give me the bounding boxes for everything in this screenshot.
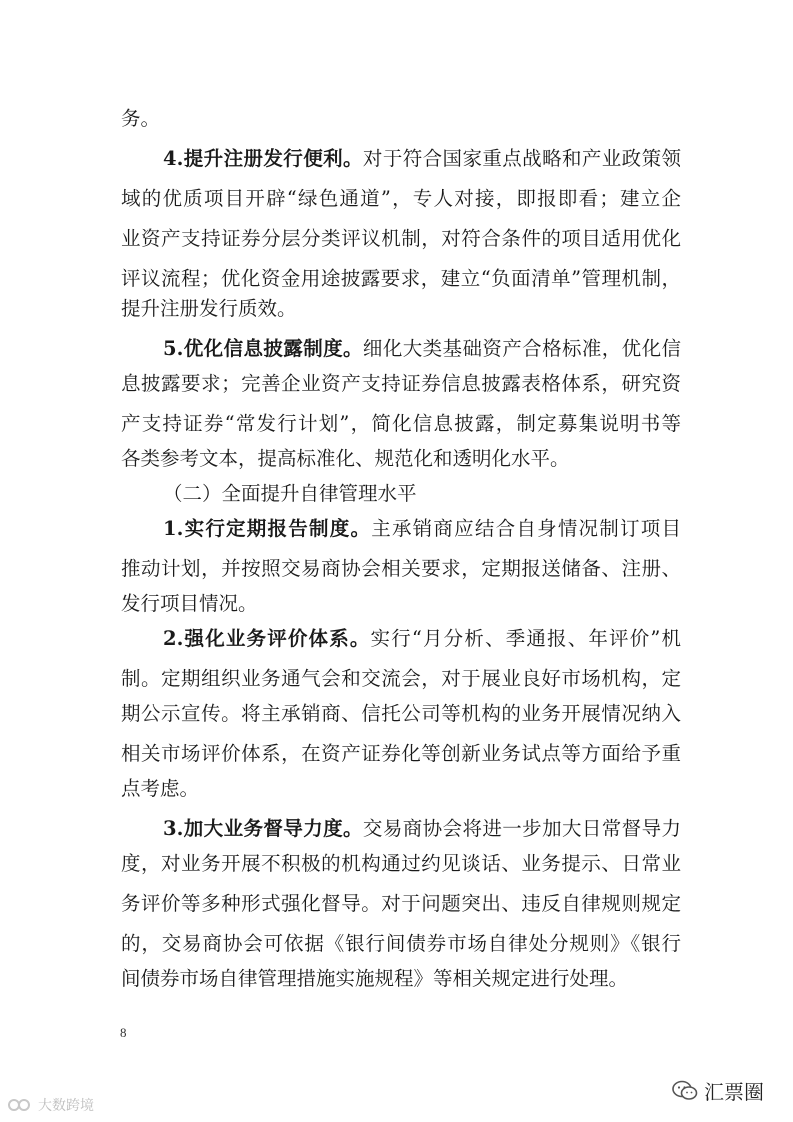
watermark-right-text: 汇票圈 bbox=[704, 1080, 764, 1104]
paragraph-line: 推动计划，并按照交易商协会相关要求，定期报送储备、注册、 bbox=[121, 557, 681, 580]
watermark-right bbox=[672, 1076, 764, 1105]
watermark-left-text: 大数跨境 bbox=[38, 1098, 94, 1114]
paragraph-line: 提升注册发行质效。 bbox=[121, 297, 297, 320]
paragraph-line: 相关市场评价体系，在资产证券化等创新业务试点等方面给予重 bbox=[121, 742, 681, 765]
paragraph-first-line bbox=[163, 517, 681, 541]
paragraph-text: 细化大类基础资产合格标准，优化信 bbox=[362, 337, 681, 360]
paragraph-text: 主承销商应结合自身情况制订项目 bbox=[371, 517, 681, 540]
paragraph-text: 对于符合国家重点战略和产业政策领 bbox=[362, 147, 681, 170]
paragraph-line: 务评价等多种形式强化督导。对于问题突出、违反自律规则规定 bbox=[121, 892, 681, 915]
watermark-logo-icon bbox=[8, 1097, 34, 1113]
page-number: 8 bbox=[120, 1025, 127, 1040]
item-heading: 2.强化业务评价体系。 bbox=[163, 627, 371, 650]
item-heading: 1.实行定期报告制度。 bbox=[163, 517, 372, 540]
paragraph-line: 评议流程；优化资金用途披露要求，建立“负面清单”管理机制， bbox=[121, 267, 681, 290]
paragraph-first-line bbox=[163, 147, 681, 171]
wechat-icon bbox=[672, 1080, 698, 1102]
paragraph-first-line bbox=[163, 627, 681, 651]
paragraph-line: 间债券市场自律管理措施实施规程》等相关规定进行处理。 bbox=[121, 967, 629, 990]
paragraph-line: 的，交易商协会可依据《银行间债券市场自律处分规则》《银行 bbox=[121, 932, 681, 955]
paragraph-text: 交易商协会将进一步加大日常督导力 bbox=[362, 817, 681, 840]
item-heading: 4.提升注册发行便利。 bbox=[163, 147, 363, 170]
paragraph-line: 域的优质项目开辟“绿色通道”，专人对接，即报即看；建立企 bbox=[121, 187, 681, 210]
paragraph-line: 期公示宣传。将主承销商、信托公司等机构的业务开展情况纳入 bbox=[121, 702, 681, 725]
paragraph-line: 产支持证券“常发行计划”，简化信息披露，制定募集说明书等 bbox=[121, 412, 681, 435]
paragraph-line: 业资产支持证券分层分类评议机制，对符合条件的项目适用优化 bbox=[121, 227, 681, 250]
paragraph-line: 制。定期组织业务通气会和交流会，对于展业良好市场机构，定 bbox=[121, 667, 681, 690]
paragraph-line: 度，对业务开展不积极的机构通过约见谈话、业务提示、日常业 bbox=[121, 852, 681, 875]
paragraph-text: 实行“月分析、季通报、年评价”机 bbox=[370, 627, 681, 650]
paragraph-first-line bbox=[163, 337, 681, 361]
paragraph-line: 发行项目情况。 bbox=[121, 592, 258, 615]
section-heading: （二）全面提升自律管理水平 bbox=[163, 482, 417, 505]
paragraph-line: 点考虑。 bbox=[121, 777, 200, 800]
item-heading: 5.优化信息披露制度。 bbox=[163, 337, 363, 360]
paragraph-first-line bbox=[163, 817, 681, 841]
paragraph-line: 息披露要求；完善企业资产支持证券信息披露表格体系，研究资 bbox=[121, 372, 681, 395]
watermark-left bbox=[8, 1095, 94, 1115]
paragraph-line: 各类参考文本，提高标准化、规范化和透明化水平。 bbox=[121, 447, 570, 470]
item-heading: 3.加大业务督导力度。 bbox=[163, 817, 363, 840]
paragraph-line: 务。 bbox=[121, 107, 161, 130]
